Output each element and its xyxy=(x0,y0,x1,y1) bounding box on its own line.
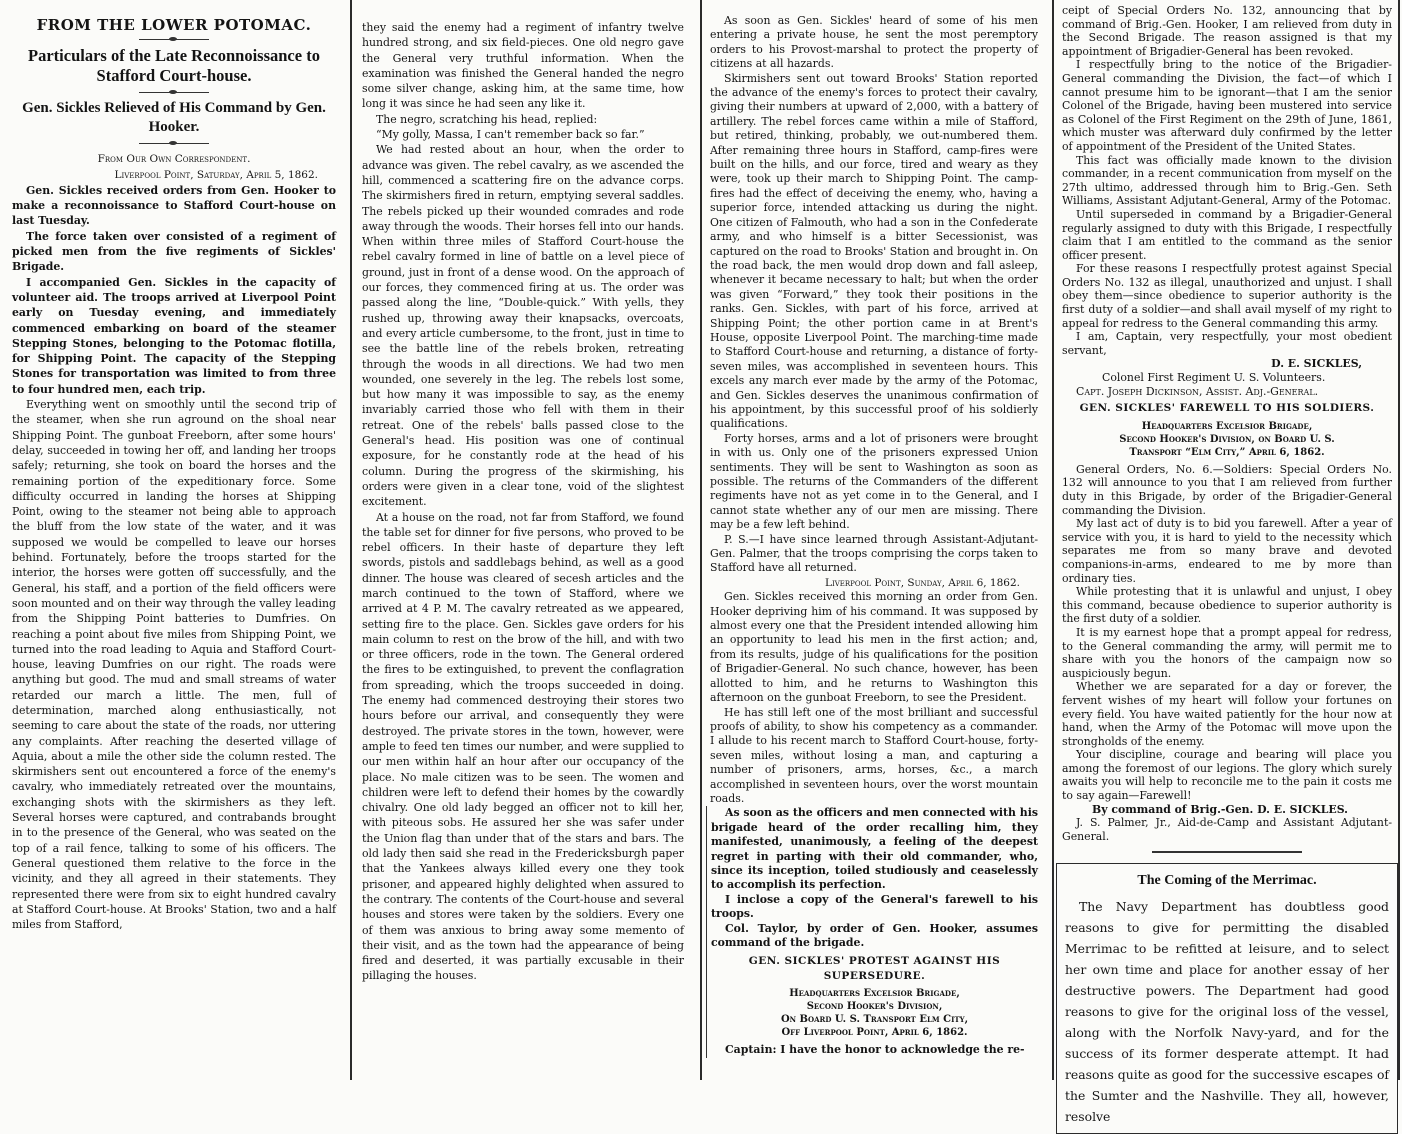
paragraph: Until superseded in command by a Brigadier-General regularly assigned to duty with this Brigade, I respectfully claim that I am entitled to the command as the senior officer present. xyxy=(1062,207,1392,262)
paragraph: I respectfully bring to the notice of the Brigadier-General commanding the Division, the fact—of which I cannot presume him to be ignorant—that I am the senior Colonel of the Brigade, having been mustered into service as Colonel of the First Regiment on the 29th of June, 1861, which muster was afterward duly confirmed by the letter of appointment of the President of the United States. xyxy=(1062,58,1392,153)
column-4 xyxy=(1052,0,1400,1125)
farewell-heading: GEN. SICKLES' FAREWELL TO HIS SOLDIERS. xyxy=(1079,402,1375,415)
paragraph: The force taken over consisted of a regiment of picked men from the five regiments of Sickles' Brigade. xyxy=(12,229,336,274)
paragraph: For these reasons I respectfully protest against Special Orders No. 132 as illegal, unauthorized and unjust. I shall obey them—since obedience to superior authority is the first duty of a soldier—and shall avail myself of my right to appeal for redress to the General commanding this army. xyxy=(1062,262,1392,330)
ornamental-rule xyxy=(139,143,209,144)
paragraph: Gen. Sickles received orders from Gen. Hooker to make a reconnoissance to Stafford Court-house on last Tuesday. xyxy=(12,183,336,228)
dateline-2: Liverpool Point, Sunday, April 6, 1862. xyxy=(824,576,1020,589)
paragraph: I accompanied Gen. Sickles in the capacity of volunteer aid. The troops arrived at Liverpool Point early on Tuesday evening, and immediately commenced embarking on board of the steamer Stepping Stones, belonging to the Potomac flotilla, for Shipping Point. The capacity of the Stepping Stones for transportation was limited to from three to four hundred men, each trip. xyxy=(12,275,336,396)
paragraph: My last act of duty is to bid you farewell. After a year of service with you, it is hard to yield to the necessity which separates me from so many brave and devoted companions-in-arms, endeared to me by more than ordinary ties. xyxy=(1062,517,1392,585)
protest-opening: Captain: I have the honor to acknowledge the re- xyxy=(725,1043,1025,1057)
paragraph: The negro, scratching his head, replied: xyxy=(376,112,598,126)
ornamental-rule xyxy=(139,92,209,93)
paragraph: As soon as Gen. Sickles' heard of some of his men entering a private house, he sent the most peremptory orders to his Provost-marshal to protect the property of citizens at all hazards. xyxy=(710,14,1038,71)
paragraph: As soon as the officers and men connected with his brigade heard of the order recalling him, they manifested, unanimously, a feeling of the deepest regret in parting with their old commander, who, since its inception, toiled studiously and ceaselessly to accomplish its perfection. xyxy=(711,806,1038,892)
protest-addressee: Capt. Joseph Dickinson, Assist. Adj.-General. xyxy=(1076,384,1319,398)
farewell-address: Headquarters Excelsior Brigade, Second Hooker's Division, on Board U. S. Transport “Elm City,” April 6, 1862. xyxy=(1119,420,1335,458)
paragraph: P. S.—I have since learned through Assistant-Adjutant-Gen. Palmer, that the troops comprising the corps taken to Stafford have all returned. xyxy=(710,532,1038,575)
subheadline-sickles-relieved: Gen. Sickles Relieved of His Command by Gen. Hooker. xyxy=(22,100,326,136)
paragraph: ceipt of Special Orders No. 132, announcing that by command of Brig.-Gen. Hooker, I am relieved from duty in the Second Brigade. The reason assigned is that my appointment of Brigadier-General has been revoked. xyxy=(1062,4,1392,58)
paragraph: At a house on the road, not far from Stafford, we found the table set for dinner for five persons, who proved to be rebel officers. In their haste of departure they left swords, pistols and saddlebags behind, as well as a good dinner. The house was cleared of secesh articles and the march continued to the town of Stafford, where we arrived at 4 P. M. The cavalry retreated as we appeared, setting fire to the place. Gen. Sickles gave orders for his main column to rest on the brow of the hill, and with two or three officers, rode in the town. The General ordered the fires to be extinguished, to prevent the conflagration from spreading, which the troops succeeded in doing. The enemy had commenced destroying their stores two hours before our arrival, and consequently they were destroyed. The private stores in the town, however, were ample to feed ten times our number, and were supplied to our men within half an hour after our occupancy of the place. No male citizen was to be seen. The women and children were left to defend their homes by the cowardly chivalry. One old lady begged an officer not to kill her, with piteous sobs. He assured her she was safer under the Union flag than under that of the stars and bars. The old lady then said she read in the Fredericksburgh paper that the Yankees always killed every one they took prisoner, and appeared highly delighted when assured to the contrary. The contents of the Court-house and several houses and stores were taken by the soldiers. Every one of them was anxious to bring away some memento of their visit, and as the town had the appearance of being fired and deserted, it was partially excusable in their pillaging the houses. xyxy=(362,510,684,983)
paragraph: The Navy Department has doubtless good reasons to give for permitting the disabled Merrimac to be refitted at leisure, and to select her own time and place for another essay of her destructive powers. The Department had good reasons to give for the original loss of the vessel, along with the Norfolk Navy-yard, and for the success of its former desperate attempt. It had reasons quite as good for the successive escapes of the Sumter and the Nashville. They all, however, resolve xyxy=(1065,899,1389,1125)
paragraph: they said the enemy had a regiment of infantry twelve hundred strong, and six field-pieces. One old negro gave the General very truthful information. When the examination was finished the General handed the negro some silver change, asking him, at the same time, how long it was since he had seen any like it. xyxy=(362,21,684,111)
paragraph: Forty horses, arms and a lot of prisoners were brought in with us. Only one of the prisoners expressed Union sentiments. They will be sent to Washington as soon as possible. The returns of the Commanders of the different regiments have not as yet come in to the General, and I cannot state whether any of our men are missing. There may be a few left behind. xyxy=(710,431,1038,532)
column-1 xyxy=(4,0,342,1080)
protest-heading: GEN. SICKLES' PROTEST AGAINST HIS SUPERSEDURE. xyxy=(748,955,1001,982)
subheadline-reconnoissance: Particulars of the Late Reconnoissance to Stafford Court-house. xyxy=(28,46,320,86)
paragraph: While protesting that it is unlawful and unjust, I obey this command, because obedience to superior authority is the first duty of a soldier. xyxy=(1062,585,1392,626)
paragraph: Col. Taylor, by order of Gen. Hooker, assumes command of the brigade. xyxy=(711,921,1038,949)
farewell-signature: By command of Brig.-Gen. D. E. SICKLES. xyxy=(1092,802,1348,816)
boxed-section xyxy=(706,806,1038,1057)
dateline: Liverpool Point, Saturday, April 5, 1862. xyxy=(114,168,318,181)
paragraph: General Orders, No. 6.—Soldiers: Special Orders No. 132 will announce to you that I am relieved from further duty in this Brigade, by order of the Brigadier-General commanding the Division. xyxy=(1062,462,1392,517)
section-divider xyxy=(1152,851,1302,853)
paragraph: Everything went on smoothly until the second trip of the steamer, when she run aground on the shoal near Shipping Point. The gunboat Freeborn, after some hours' delay, succeeded in towing her off, and landing her troops safely; returning, she took on board the horses and the remaining portion of the expeditionary force. Some difficulty occurred in landing the horses at Shipping Point, owing to the steamer not being able to approach the bluff from the low state of the water, and it was supposed we would be compelled to leave our horses behind. Fortunately, before the troops started for the interior, the horses were gotten off successfully, and the General, his staff, and a portion of the field officers were soon mounted and on their way through the valley leading from the Shipping Point batteries to Dumfries. On reaching a point about five miles from Shipping Point, we turned into the road leading to Aquia and Stafford Court-house, leaving Dumfries on our right. The roads were anything but good. The mud and small streams of water retarded our march a little. The men, full of determination, marched along enthusiastically, not seeming to care about the state of the roads, nor uttering any complaints. After reaching the deserted village of Aquia, about a mile the other side the column rested. The skirmishers sent out encountered a force of the enemy's cavalry, who immediately retreated over the mountains, exchanging shots with the skirmishers as they left. Several horses were captured, and contrabands brought in to the presence of the General, who was seated on the top of a rail fence, talking to some of his officers. The General questioned them relative to the force in the vicinity, and they all agreed in their statements. They represented there were from six to eight hundred cavalry at Stafford Court-house. At Brooks' Station, two and a half miles from Stafford, xyxy=(12,398,336,932)
merrimac-article xyxy=(1056,863,1398,1134)
paragraph: This fact was officially made known to the division commander, in a recent communication from myself on the 27th ultimo, addressed through him to Brig.-Gen. Seth Williams, Assistant Adjutant-General, Army of the Potomac. xyxy=(1062,153,1392,208)
paragraph: We had rested about an hour, when the order to advance was given. The rebel cavalry, as we ascended the hill, commenced a scattering fire on the advance corps. The skirmishers fired in return, emptying several saddles. The rebels picked up their wounded comrades and rode away through the woods. Their horses fell into our hands. When within three miles of Stafford Court-house the rebel cavalry formed in line of battle on a level piece of ground, just in front of a dense wood. On the approach of our forces, they commenced firing at us. The order was passed along the line, “Double-quick.” With yells, they rushed up, throwing away their knapsacks, overcoats, and every article cumbersome, to the front, just in time to see the battle line of the rebels broken, retreating through the woods in all directions. We had two men wounded, one severely in the leg. The rebels lost some, but how many it was impossible to say, as the enemy invariably carried those who fell with them in their retreat. One of the rebels' balls passed close to the General's head. His position was one of continual exposure, for he constantly rode at the head of his column. During the progress of the skirmishing, his orders were given in a clear tone, void of the slightest excitement. xyxy=(362,143,684,509)
column-rule xyxy=(1398,0,1400,1080)
column-3 xyxy=(700,0,1046,1080)
byline: From Our Own Correspondent. xyxy=(97,153,251,166)
paragraph: I inclose a copy of the General's farewell to his troops. xyxy=(711,892,1038,921)
merrimac-title: The Coming of the Merrimac. xyxy=(1137,873,1317,889)
column-2 xyxy=(350,0,692,1080)
protest-signature: D. E. SICKLES, xyxy=(1271,357,1362,371)
paragraph: I am, Captain, very respectfully, your most obedient servant, xyxy=(1062,330,1392,357)
paragraph: He has still left one of the most brilliant and successful proofs of ability, to show his competency as a commander. I allude to his recent march to Stafford Court-house, forty-seven miles, without losing a man, and capturing a number of prisoners, arms, horses, &c., a march accomplished in seventeen hours, over the worst mountain roads. xyxy=(710,705,1038,805)
ornamental-rule xyxy=(139,39,209,40)
paragraph: It is my earnest hope that a prompt appeal for redress, to the General commanding the army, will permit me to share with you the honors of the campaign now so auspiciously begun. xyxy=(1062,625,1392,680)
protest-address: Headquarters Excelsior Brigade, Second Hooker's Division, On Board U. S. Transport Elm City, Off Liverpool Point, April 6, 1862. xyxy=(780,988,969,1039)
farewell-aide: J. S. Palmer, Jr., Aid-de-Camp and Assistant Adjutant-General. xyxy=(1062,816,1392,843)
headline: FROM THE LOWER POTOMAC. xyxy=(36,16,312,34)
protest-signature-title: Colonel First Regiment U. S. Volunteers. xyxy=(1102,371,1326,385)
paragraph: Your discipline, courage and bearing will place you among the foremost of our legions. The glory which surely awaits you will help to reconcile me to the pain it costs me to say again—Farewell! xyxy=(1062,748,1392,803)
paragraph: Skirmishers sent out toward Brooks' Station reported the advance of the enemy's forces to protect their cavalry, giving their numbers at upward of 2,000, with a battery of artillery. The rebel forces came within a mile of Stafford, but retired, thinking, probably, we out-numbered them. After remaining three hours in Stafford, camp-fires were built on the hills, and our force, tired and weary as they were, took up their march to Shipping Point. The camp-fires had the effect of deceiving the enemy, who, having a superior force, intended attacking us during the night. One citizen of Falmouth, who had a son in the Confederate army, and who himself is a bitter Secessionist, was captured on the road to Brooks' Station and brought in. On the road back, the men would drop down and fall asleep, whenever it became necessary to halt; but when the order was given “Forward,” they took their positions in the ranks. Gen. Sickles, with part of his force, arrived at Shipping Point; the other portion came in at Brent's House, opposite Liverpool Point. The marching-time made to Stafford Court-house and returning, a distance of forty-seven miles, was accomplished in seventeen hours. This excels any march ever made by the army of the Potomac, and Gen. Sickles deserves the unanimous confirmation of his appointment, by this successful proof of his soldierly qualifications. xyxy=(710,71,1038,431)
quote: “My golly, Massa, I can't remember back so far.” xyxy=(376,128,645,142)
paragraph: Whether we are separated for a day or forever, the fervent wishes of my heart will follow your fortunes on every field. You have waited patiently for the hour now at hand, when the Army of the Potomac will move upon the strongholds of the enemy. xyxy=(1062,680,1392,748)
paragraph: Gen. Sickles received this morning an order from Gen. Hooker depriving him of his command. It was supposed by almost every one that the President intended allowing him an opportunity to lead his men in the first action; and, from its results, judge of his qualifications for the position of Brigadier-General. No such chance, however, has been allotted to him, and he returns to Washington this afternoon on the gunboat Freeborn, to see the President. xyxy=(710,590,1038,705)
